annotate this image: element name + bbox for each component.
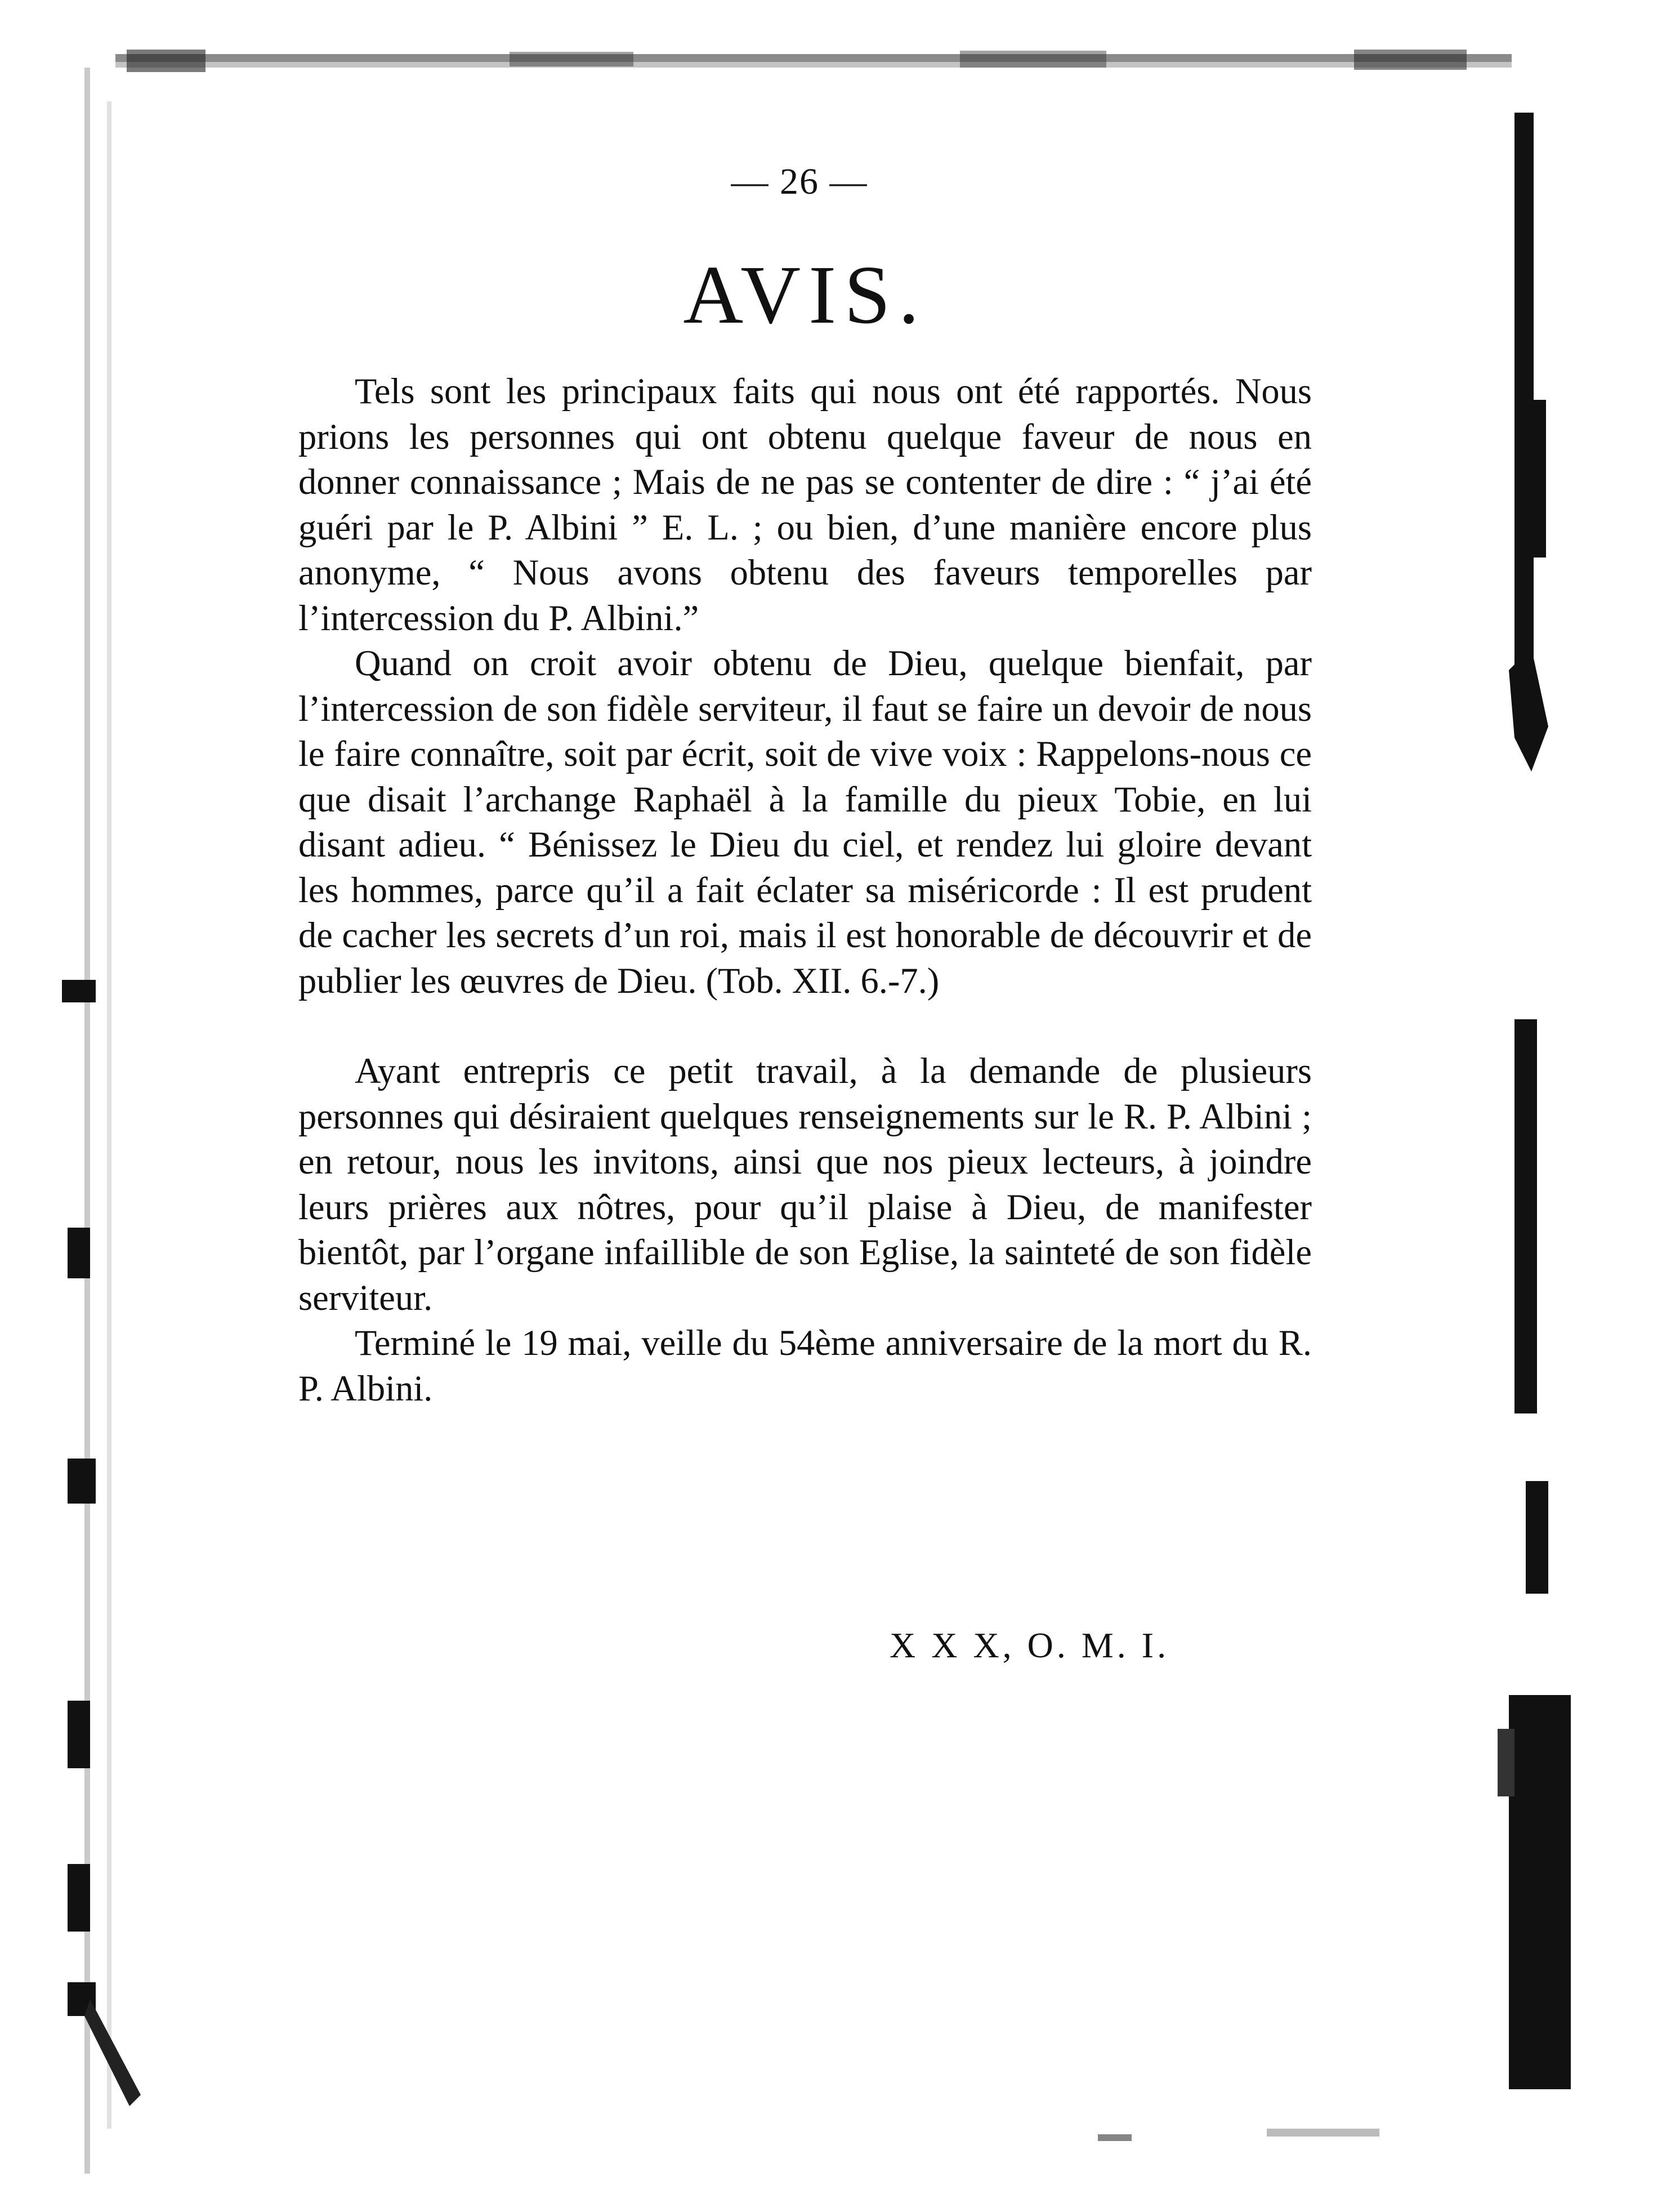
paragraph: Quand on croit avoir obtenu de Dieu, quelque bienfait, par l’intercession de son fidèle serviteur, il faut se faire un devoir de nous le faire connaître, soit par écrit, soit de vive voix : Rappelons-nous ce que disait l’archange Raphaël à la famille du pieux Tobie, en lui disant adieu. “ Bénissez le Dieu du ciel, et rendez lui gloire devant les hommes, parce qu’il a fait éclater sa miséricorde : Il est prudent de cacher les secrets d’un roi, mais il est honorable de découvrir et de publier les œuvres de Dieu. (Tob. XII. 6.-7.) (298, 643, 1312, 1001)
scan-border-top (115, 50, 1512, 89)
signature: X X X, O. M. I. (890, 1625, 1170, 1665)
scan-border-bottom (141, 2072, 1492, 2151)
paragraph: Ayant entrepris ce petit travail, à la demande de plusieurs personnes qui désiraient quelques renseignements sur le R. P. Albini ; en retour, nous les invitons, ainsi que nos pieux lecteurs, à joindre leurs prières aux nôtres, pour qu’il plaise à Dieu, de manifester bientôt, par l’organe infaillible de son Eglise, la sainteté de son fidèle serviteur. (298, 1051, 1312, 1318)
page-number: — 26 — (731, 161, 868, 202)
scan-border-right (1498, 62, 1599, 2100)
scan-border-left (56, 68, 141, 2174)
paragraph: Terminé le 19 mai, veille du 54ème anniversaire de la mort du R. P. Albini. (298, 1323, 1312, 1408)
body-text (298, 369, 1312, 1411)
paragraph: Tels sont les principaux faits qui nous ont été rapportés. Nous prions les personnes qui ont obtenu quelque faveur de nous en donner connaissance ; Mais de ne pas se contenter de dire : “ j’ai été guéri par le P. Albini ” E. L. ; ou bien, d’une manière encore plus anonyme, “ Nous avons obtenu des faveurs temporelles par l’intercession du P. Albini.” (298, 371, 1312, 638)
page-title: AVIS. (683, 249, 927, 341)
